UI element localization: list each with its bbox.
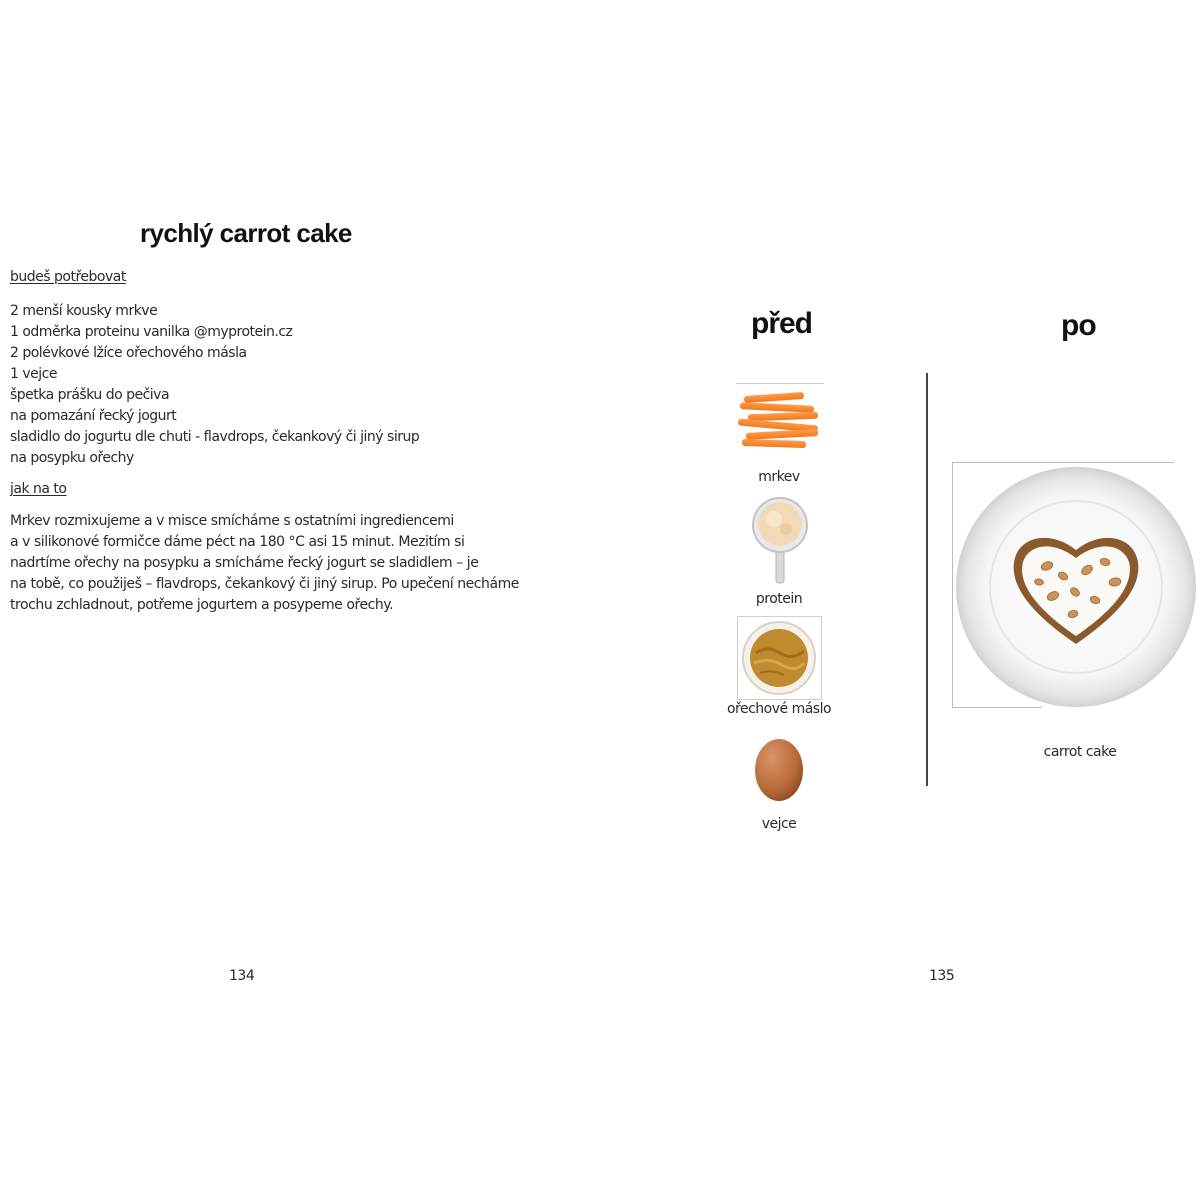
ingredient-label-egg: vejce — [761, 816, 797, 832]
ingredient-label-carrot: mrkev — [758, 469, 800, 485]
ingredient-item: 1 odměrka proteinu vanilka @myprotein.cz — [10, 324, 293, 340]
ingredient-item: na pomazání řecký jogurt — [10, 408, 177, 424]
recipe-title: rychlý carrot cake — [140, 218, 352, 248]
dish-caption: carrot cake — [1043, 744, 1117, 760]
protein-scoop-icon — [748, 497, 812, 587]
after-heading: po — [1061, 309, 1096, 342]
page-number-left: 134 — [229, 968, 255, 984]
method-text — [10, 511, 519, 616]
column-divider — [926, 373, 928, 786]
method-line: nadrtíme ořechy na posypku a smícháme řecký jogurt se sladidlem – je — [10, 555, 479, 571]
method-line: na tobě, co použiješ – flavdrops, čekankový či jiný sirup. Po upečení necháme — [10, 576, 519, 592]
frame-line — [952, 462, 1174, 463]
method-line: trochu zchladnout, potřeme jogurtem a posypeme ořechy. — [10, 597, 394, 613]
before-heading: před — [751, 307, 813, 340]
method-heading: jak na to — [10, 481, 67, 497]
ingredient-label-protein: protein — [755, 591, 803, 607]
ingredient-item: 2 polévkové lžíce ořechového másla — [10, 345, 247, 361]
ingredient-item: 1 vejce — [10, 366, 57, 382]
ingredient-item: špetka prášku do pečiva — [10, 387, 170, 403]
egg-icon — [754, 733, 804, 803]
frame-line — [952, 462, 953, 707]
ingredient-item: sladidlo do jogurtu dle chuti - flavdrops, čekankový či jiný sirup — [10, 429, 420, 445]
nut-butter-icon — [737, 616, 822, 700]
ingredient-label-nut-butter: ořechové máslo — [726, 701, 832, 717]
heart-cake-plate-icon — [955, 466, 1197, 708]
ingredients-heading: budeš potřebovat — [10, 269, 126, 285]
ingredient-item: 2 menší kousky mrkve — [10, 303, 158, 319]
ingredients-list — [10, 301, 419, 469]
ingredient-item: na posypku ořechy — [10, 450, 134, 466]
carrot-icon — [736, 383, 824, 454]
method-line: a v silikonové formičce dáme péct na 180 °C asi 15 minut. Mezitím si — [10, 534, 465, 550]
method-line: Mrkev rozmixujeme a v misce smícháme s ostatními ingrediencemi — [10, 513, 454, 529]
page-number-right: 135 — [929, 968, 955, 984]
